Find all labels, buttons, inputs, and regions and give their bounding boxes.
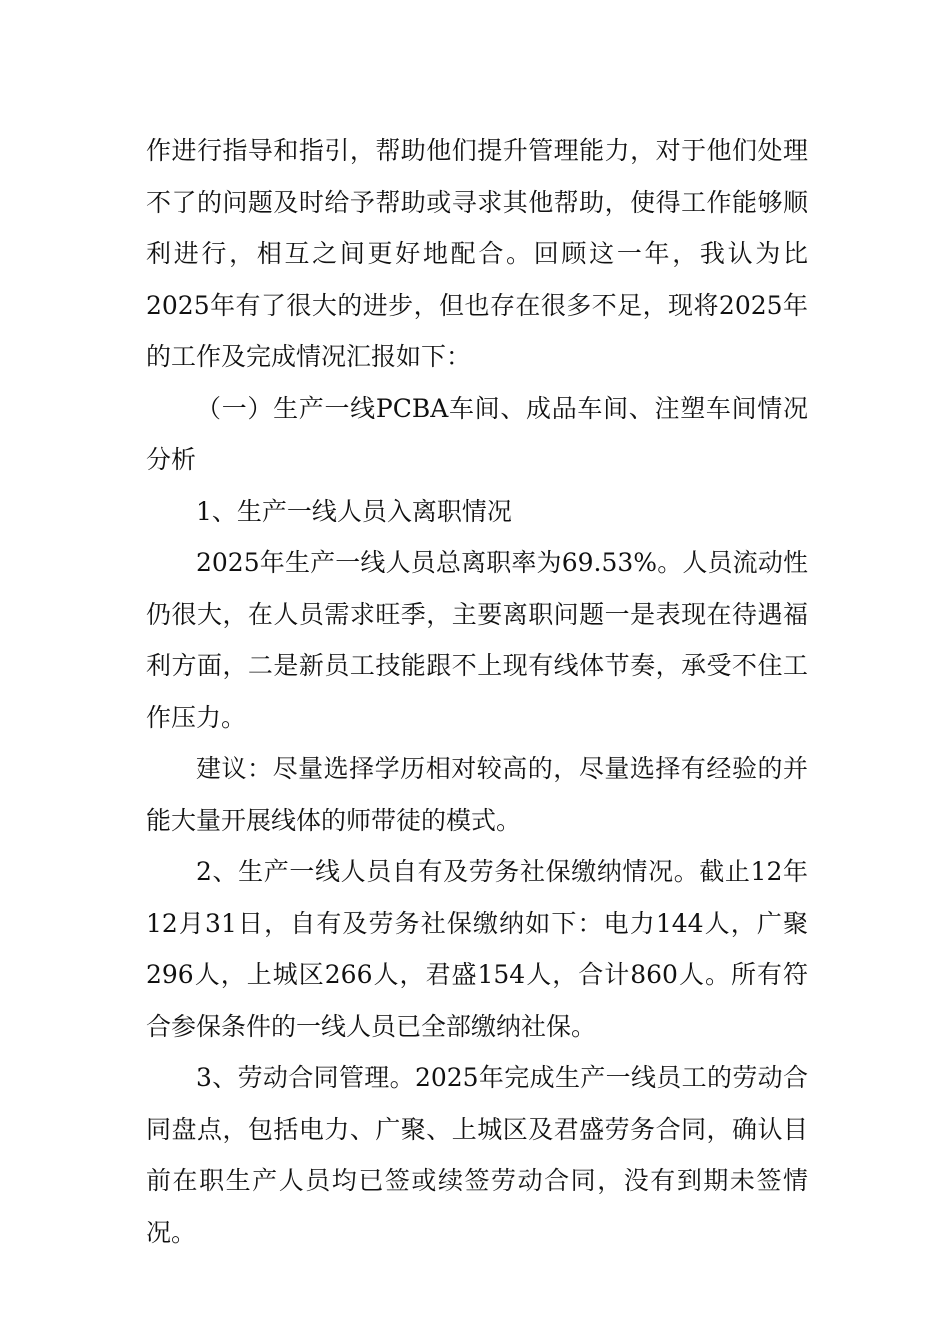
paragraph-turnover: 2025年生产一线人员总离职率为69.53%。人员流动性仍很大，在人员需求旺季，主要离职问题一是表现在待遇福利方面，二是新员工技能跟不上现有线体节奏，承受不住工作压力。 <box>146 548 808 732</box>
document-body <box>146 125 808 1258</box>
paragraph-social-insurance: 2、生产一线人员自有及劳务社保缴纳情况。截止12年12月31日，自有及劳务社保缴纳如下：电力144人，广聚296人，上城区266人，君盛154人，合计860人。所有符合参保条件的一线人员已全部缴纳社保。 <box>146 857 808 1041</box>
paragraph-labor-contract: 3、劳动合同管理。2025年完成生产一线员工的劳动合同盘点，包括电力、广聚、上城区及君盛劳务合同，确认目前在职生产人员均已签或续签劳动合同，没有到期未签情况。 <box>146 1063 808 1247</box>
section-heading: （一）生产一线PCBA车间、成品车间、注塑车间情况分析 <box>146 393 808 474</box>
paragraph-suggestion: 建议：尽量选择学历相对较高的，尽量选择有经验的并能大量开展线体的师带徒的模式。 <box>146 754 808 835</box>
paragraph-continuation: 作进行指导和指引，帮助他们提升管理能力，对于他们处理不了的问题及时给予帮助或寻求其他帮助，使得工作能够顺利进行，相互之间更好地配合。回顾这一年，我认为比2025年有了很大的进步，但也存在很多不足，现将2025年的工作及完成情况汇报如下： <box>146 136 808 371</box>
subsection-heading: 1、生产一线人员入离职情况 <box>196 496 512 526</box>
